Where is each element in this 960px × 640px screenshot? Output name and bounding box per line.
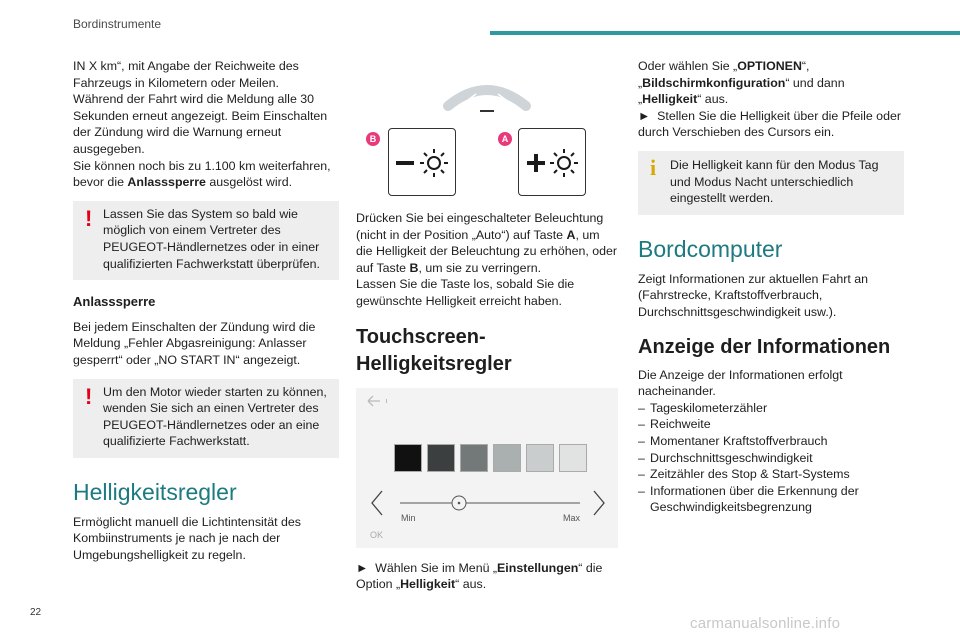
swatch-5[interactable]: [526, 444, 554, 472]
slider-min-label: Min: [401, 512, 416, 523]
list-item: – Durchschnittsgeschwindigkeit: [638, 450, 904, 467]
swatch-3[interactable]: [460, 444, 488, 472]
page-number: 22: [30, 607, 42, 618]
slider-max-label: Max: [563, 512, 581, 523]
list-item: – Zeitzähler des Stop & Start-Systems: [638, 466, 904, 483]
ok-button[interactable]: OK: [370, 529, 384, 540]
paragraph: Oder wählen Sie „OPTIONEN“, „Bildschirmkonfiguration“ und dann „Helligkeit“ aus.: [638, 59, 845, 107]
column-1: [73, 58, 339, 564]
section-title: Bordinstrumente: [73, 17, 162, 31]
badge-b: B: [366, 132, 380, 146]
paragraph: IN X km“, mit Angabe der Reichweite des Fahrzeugs in Kilometern oder Meilen.: [73, 59, 299, 90]
brightness-up-button[interactable]: [518, 128, 586, 196]
column-3: [638, 58, 904, 516]
warning-text: Um den Motor wieder starten zu können, wenden Sie sich an einen Vertreter des PEUGEOT-Händlernetzes oder an eine qualifizierte Fachwerkstatt.: [103, 384, 327, 449]
paragraph: Sie können noch bis zu 1.100 km weiterfahren, bevor die Anlasssperre ausgelöst wird.: [73, 158, 331, 190]
arrow-right-icon: [594, 491, 604, 515]
arrow-left-icon: [372, 491, 382, 515]
paragraph: Drücken Sie bei eingeschalteter Beleuchtung (nicht in der Position „Auto“) auf Taste A, um die Helligkeit der Beleuchtung zu erhöhen, oder auf Taste B, um sie zu verringern.: [356, 211, 618, 275]
paragraph: Während der Fahrt wird die Meldung alle 30 Sekunden erneut angezeigt. Beim Einschalten der Zündung wird die Warnung erneut ausgegeben.: [73, 92, 328, 156]
info-icon: i: [650, 154, 657, 180]
subheading-anlasssperre: Anlasssperre: [73, 294, 156, 310]
back-arrow-icon: [364, 394, 394, 408]
list-item: – Tageskilometerzähler: [638, 400, 904, 417]
dashboard-icon: [442, 76, 532, 116]
header-accent-bar: [490, 31, 960, 35]
heading-bordcomputer: Bordcomputer: [638, 235, 783, 262]
minus-sun-icon: [389, 129, 455, 195]
paragraph: Die Anzeige der Informationen erfolgt nacheinander.: [638, 367, 843, 399]
watermark: carmanualsonline.info: [690, 615, 841, 632]
info-text: Die Helligkeit kann für den Modus Tag und Modus Nacht unterschiedlich eingestellt werden.: [670, 157, 879, 206]
swatch-4[interactable]: [493, 444, 521, 472]
swatch-1[interactable]: [394, 444, 422, 472]
column-2: [356, 76, 618, 593]
swatch-2[interactable]: [427, 444, 455, 472]
button-figure: [356, 76, 618, 200]
list-item: – Reichweite: [638, 416, 904, 433]
list-item: – Informationen über die Erkennung der Geschwindigkeitsbegrenzung: [638, 483, 904, 516]
brightness-down-button[interactable]: [388, 128, 456, 196]
heading-helligkeitsregler: Helligkeitsregler: [73, 478, 237, 505]
paragraph: Zeigt Informationen zur aktuellen Fahrt an (Fahrstrecke, Kraftstoffverbrauch, Durchschnittsgeschwindigkeit usw.).: [638, 271, 869, 319]
badge-a: A: [498, 132, 512, 146]
step-instruction: ► Wählen Sie im Menü „Einstellungen“ die Option „Helligkeit“ aus.: [356, 560, 603, 592]
paragraph: Lassen Sie die Taste los, sobald Sie die gewünschte Helligkeit erreicht haben.: [356, 277, 575, 308]
swatch-6[interactable]: [559, 444, 587, 472]
heading-touchscreen: Touchscreen-Helligkeitsregler: [356, 325, 512, 375]
warning-box: [73, 379, 339, 458]
step-instruction: ► Stellen Sie die Helligkeit über die Pfeile oder durch Verschieben des Cursors ein.: [638, 108, 901, 140]
info-box: [638, 151, 904, 215]
warning-icon: !: [85, 205, 93, 231]
paragraph: Bei jedem Einschalten der Zündung wird die Meldung „Fehler Abgasreinigung: Anlasser gesperrt“ oder „NO START IN“ angezeigt.: [73, 319, 316, 367]
warning-box: [73, 201, 339, 280]
touchscreen-figure: [356, 388, 618, 548]
heading-anzeige: Anzeige der Informationen: [638, 335, 891, 358]
paragraph: Ermöglicht manuell die Lichtintensität des Kombiinstruments je nach je nach der Umgebungshelligkeit zu regeln.: [73, 514, 301, 563]
warning-text: Lassen Sie das System so bald wie möglich von einem Vertreter des PEUGEOT-Händlernetzes oder in einer qualifizierten Fachwerkstatt überprüfen.: [103, 206, 320, 271]
plus-sun-icon: [519, 129, 585, 195]
warning-icon: !: [85, 383, 93, 409]
list-item: – Momentaner Kraftstoffverbrauch: [638, 433, 904, 450]
info-list: [638, 400, 904, 516]
